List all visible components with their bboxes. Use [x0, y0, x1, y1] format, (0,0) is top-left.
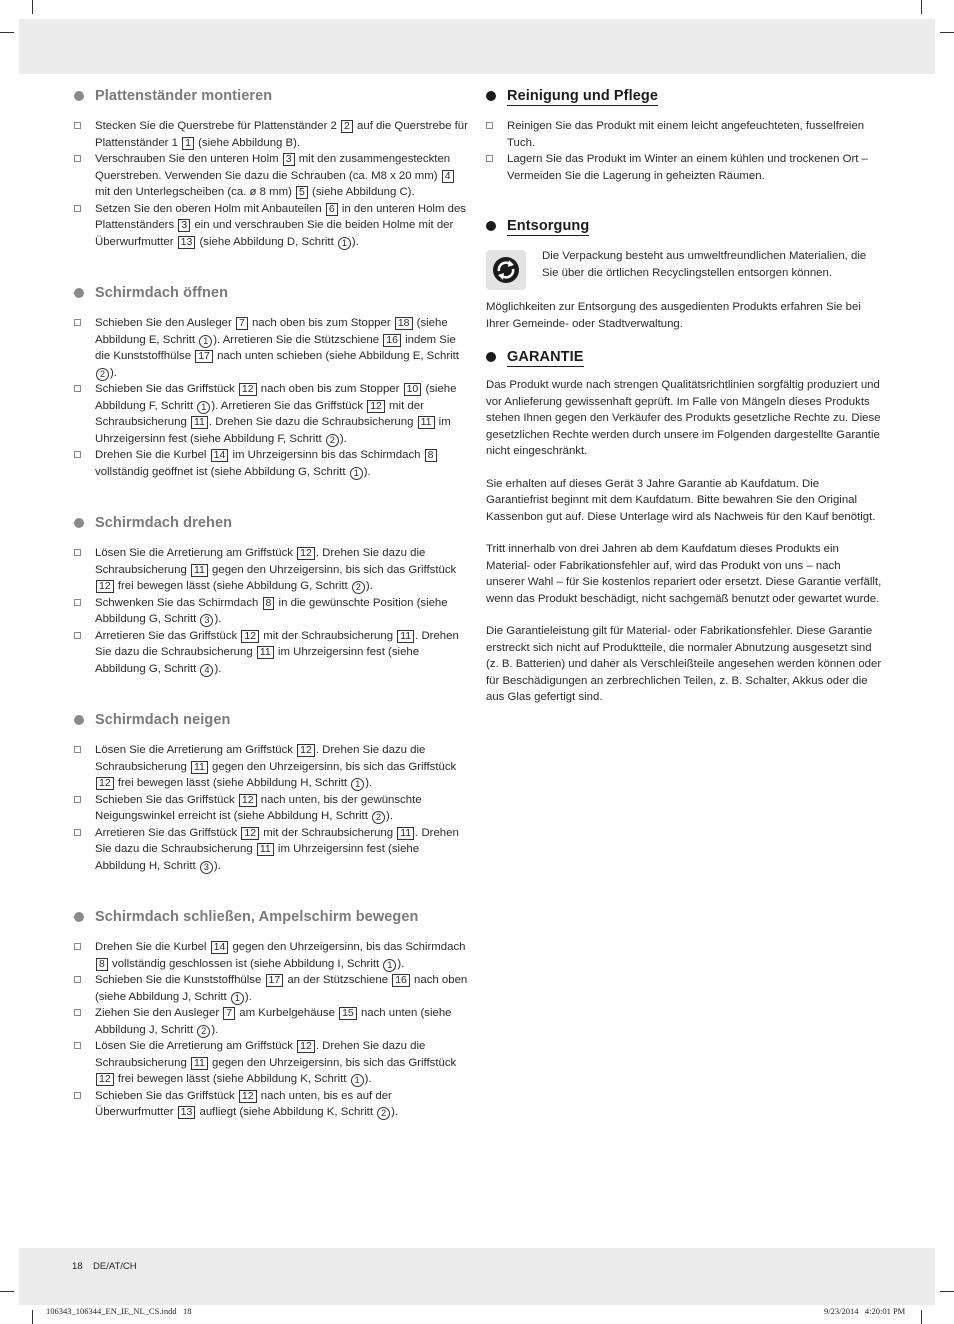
section-title: Schirmdach schließen, Ampelschirm bewegen — [95, 909, 419, 925]
region-label: DE/AT/CH — [93, 1261, 137, 1272]
list-item-text: Verschrauben Sie den unteren Holm — [95, 153, 282, 165]
warranty-paragraph: Tritt innerhalb von drei Jahren ab dem Kaufdatum dieses Produkts ein Material- oder Fabrikationsfehler auf, wird das Produkt von uns – nach unserer Wahl – für Sie kostenlos repariert oder ersetzt. Diese Garantie verfällt, wenn das Produkt beschädigt, nicht sachgemäß benutzt oder gewartet wurde. — [486, 543, 882, 605]
section-title: Entsorgung — [507, 218, 590, 234]
section-garantie — [486, 347, 882, 706]
part-reference-box: 11 — [397, 630, 414, 643]
footer-band — [19, 1248, 935, 1305]
part-reference-box: 12 — [96, 777, 114, 790]
part-reference-box: 7 — [223, 1007, 235, 1020]
instruction-list — [74, 315, 470, 480]
checkbox-bullet-icon — [74, 976, 81, 983]
list-item-text: Schieben Sie den Ausleger — [95, 317, 235, 329]
list-item-text: ). — [364, 1073, 372, 1085]
disposal-paragraph: Möglichkeiten zur Entsorgung des ausgedienten Produkts erfahren Sie bei Ihrer Gemeinde- oder Stadtverwaltung. — [486, 301, 861, 330]
list-item-text: mit der Schraubsicherung — [260, 629, 397, 642]
part-reference-box: 13 — [178, 236, 196, 249]
page-number: 18 — [72, 1261, 83, 1272]
bullet-dot — [74, 91, 84, 101]
step-number-circle: 1 — [351, 1074, 364, 1087]
part-reference-box: 12 — [297, 547, 315, 560]
list-item-text: Lösen Sie die Arretierung am Griffstück — [95, 547, 297, 559]
list-item-text: Setzen Sie den oberen Holm mit Anbauteilen — [95, 202, 325, 215]
list-item-text: ). — [363, 465, 371, 478]
list-item-text: gegen den Uhrzeigersinn, bis das Schirmdach — [229, 941, 466, 953]
section-schirmdach-oeffnen — [74, 283, 470, 480]
section-title: Schirmdach neigen — [95, 712, 231, 728]
crop-mark — [921, 0, 922, 14]
list-item-text: im Uhrzeigersinn bis das Schirmdach — [229, 449, 424, 461]
list-item-text: ). — [214, 613, 222, 625]
list-item-text: frei bewegen lässt (siehe Abbildung K, Schritt — [114, 1073, 350, 1085]
part-reference-box: 14 — [211, 449, 229, 462]
part-reference-box: 17 — [266, 974, 284, 987]
list-item-text: nach oben bis zum Stopper — [248, 317, 394, 329]
instruction-list — [74, 545, 470, 677]
list-item-text: Schieben Sie das Griffstück — [95, 793, 238, 806]
bullet-dot — [74, 912, 84, 922]
list-item-text: Schwenken Sie das Schirmdach — [95, 596, 262, 609]
section-heading — [74, 86, 470, 106]
checkbox-bullet-icon — [74, 632, 81, 639]
part-reference-box: 16 — [392, 974, 410, 987]
part-reference-box: 11 — [257, 843, 274, 856]
list-item-text: im Uhrzeigersinn fest (siehe Abbildung H, Schritt — [95, 843, 420, 872]
list-item-text: ). — [214, 662, 222, 675]
part-reference-box: 15 — [339, 1007, 357, 1020]
list-item-text: ). — [213, 859, 221, 872]
part-reference-box: 12 — [367, 400, 385, 413]
part-reference-box: 11 — [191, 761, 208, 774]
part-reference-box: 11 — [191, 416, 208, 429]
list-item — [74, 315, 470, 381]
crop-mark — [32, 1310, 33, 1324]
section-title: Schirmdach drehen — [95, 515, 233, 531]
recycling-icon — [486, 250, 526, 290]
crop-mark — [940, 32, 954, 33]
checkbox-bullet-icon — [74, 451, 81, 458]
step-number-circle: 1 — [231, 992, 244, 1005]
list-item-text: ). — [391, 1106, 399, 1118]
part-reference-box: 2 — [341, 120, 353, 133]
step-number-circle: 4 — [200, 664, 213, 677]
list-item-text: ). — [339, 432, 347, 445]
list-item — [74, 381, 470, 447]
list-item-text: ). — [386, 810, 394, 822]
checkbox-bullet-icon — [74, 319, 81, 326]
list-item-text: ). — [244, 990, 252, 1003]
list-item-text: ). — [110, 366, 117, 379]
recycling-row — [486, 248, 882, 290]
part-reference-box: 14 — [211, 941, 229, 954]
part-reference-box: 10 — [404, 383, 422, 396]
list-item-text: nach unten (siehe Abbildung J, Schritt — [95, 1007, 452, 1036]
checkbox-bullet-icon — [74, 385, 81, 392]
list-item-text: mit den Unterlegscheiben (ca. ø 8 mm) — [95, 186, 296, 198]
checkbox-bullet-icon — [74, 155, 81, 162]
step-number-circle: 3 — [200, 614, 213, 627]
list-item-text: nach oben (siehe Abbildung J, Schritt — [95, 974, 468, 1003]
list-item-text: nach unten schieben (siehe Abbildung E, Schritt — [213, 350, 459, 362]
part-reference-box: 11 — [191, 564, 208, 577]
part-reference-box: 17 — [195, 350, 213, 363]
list-item-text: . Drehen Sie dazu die Schraubsicherung — [95, 1040, 426, 1069]
step-number-circle: 1 — [199, 335, 212, 348]
checkbox-bullet-icon — [486, 155, 493, 162]
recycling-text: Die Verpackung besteht aus umweltfreundlichen Materialien, die Sie über die örtlichen Recyclingstellen entsorgen können. — [542, 250, 867, 279]
part-reference-box: 12 — [239, 383, 257, 396]
part-reference-box: 8 — [96, 958, 108, 971]
list-item-text: am Kurbelgehäuse — [236, 1007, 339, 1019]
part-reference-box: 3 — [283, 153, 295, 166]
checkbox-bullet-icon — [74, 122, 81, 129]
section-heading — [74, 710, 470, 730]
checkbox-bullet-icon — [74, 943, 81, 950]
list-item-text: . Drehen Sie dazu die Schraubsicherung — [208, 416, 417, 428]
list-item — [74, 972, 470, 1005]
list-item-text: an der Stützschiene — [284, 974, 392, 986]
list-item — [74, 939, 470, 972]
section-schirmdach-schliessen — [74, 907, 470, 1121]
checkbox-bullet-icon — [74, 796, 81, 803]
list-item-text: im Uhrzeigersinn fest (siehe Abbildung G, Schritt — [95, 646, 420, 675]
section-title: Schirmdach öffnen — [95, 285, 229, 301]
timestamp: 9/23/2014 4:20:01 PM — [824, 1306, 906, 1316]
part-reference-box: 12 — [239, 794, 257, 807]
left-column — [74, 86, 470, 1121]
part-reference-box: 13 — [178, 1106, 196, 1119]
part-reference-box: 4 — [442, 170, 454, 183]
bullet-dot — [74, 518, 84, 528]
checkbox-bullet-icon — [74, 205, 81, 212]
step-number-circle: 2 — [352, 581, 365, 594]
list-item — [74, 1088, 470, 1121]
section-schirmdach-neigen — [74, 710, 470, 874]
list-item — [74, 595, 470, 628]
part-reference-box: 12 — [239, 1090, 257, 1103]
list-item-text: Lösen Sie die Arretierung am Griffstück — [95, 1040, 297, 1052]
instruction-list — [74, 742, 470, 874]
list-item-text: Reinigen Sie das Produkt mit einem leicht angefeuchteten, fusselfreien Tuch. — [507, 120, 865, 149]
part-reference-box: 12 — [96, 1073, 114, 1086]
section-heading — [74, 907, 470, 927]
list-item-text: ). — [351, 235, 359, 248]
list-item-text: (siehe Abbildung F, Schritt — [95, 383, 457, 412]
list-item — [74, 825, 470, 875]
list-item — [74, 118, 470, 151]
section-title: GARANTIE — [507, 349, 584, 365]
part-reference-box: 12 — [241, 827, 259, 840]
list-item-text: in die gewünschte Position (siehe Abbildung G, Schritt — [95, 596, 448, 625]
section-title: Reinigung und Pflege — [507, 88, 659, 104]
right-column — [486, 86, 882, 706]
checkbox-bullet-icon — [74, 599, 81, 606]
instruction-list — [74, 939, 470, 1121]
list-item-text: gegen den Uhrzeigersinn, bis sich das Griffstück — [208, 1056, 457, 1069]
part-reference-box: 16 — [383, 334, 401, 347]
step-number-circle: 2 — [377, 1107, 390, 1120]
warranty-paragraph: Das Produkt wurde nach strengen Qualitätsrichtlinien sorgfältig produziert und vor Anlieferung gewissenhaft geprüft. Im Falle von Mängeln dieses Produkts stehen Ihnen gegen den Verkäufer des Produkts gesetzliche Rechte zu. Diese gesetzlichen Rechte werden durch unsere im Folgenden dargestellte Garantie nicht eingeschränkt. — [486, 379, 881, 457]
section-schirmdach-drehen — [74, 513, 470, 677]
part-reference-box: 7 — [236, 317, 248, 330]
bullet-dot — [486, 91, 496, 101]
part-reference-box: 12 — [297, 1040, 315, 1053]
step-number-circle: 1 — [350, 467, 363, 480]
list-item-text: Drehen Sie die Kurbel — [95, 941, 210, 953]
bullet-dot — [486, 352, 496, 362]
list-item-text: Stecken Sie die Querstrebe für Plattenständer 2 — [95, 120, 341, 132]
section-reinigung — [486, 86, 882, 184]
step-number-circle: 2 — [326, 434, 339, 447]
list-item-text: Lösen Sie die Arretierung am Griffstück — [95, 744, 297, 756]
crop-mark — [0, 32, 14, 33]
list-item-text: . Drehen Sie dazu die Schraubsicherung — [95, 744, 426, 773]
section-entsorgung — [486, 216, 882, 332]
crop-mark — [32, 0, 33, 14]
part-reference-box: 12 — [241, 630, 259, 643]
header-band — [19, 19, 935, 74]
list-item-text: Ziehen Sie den Ausleger — [95, 1007, 223, 1019]
checkbox-bullet-icon — [74, 1009, 81, 1016]
list-item-text: auf die Querstrebe für Plattenständer 1 — [95, 120, 468, 149]
list-item — [74, 1005, 470, 1038]
part-reference-box: 8 — [263, 597, 275, 610]
list-item-text: ). Arretieren Sie das Griffstück — [211, 399, 367, 412]
part-reference-box: 12 — [96, 580, 114, 593]
section-title: Plattenständer montieren — [95, 88, 273, 104]
step-number-circle: 1 — [383, 959, 396, 972]
list-item-text: ). — [365, 777, 373, 789]
list-item-text: mit den zusammengesteckten Querstreben. Verwenden Sie dazu die Schrauben (ca. M8 x 20 mm) — [95, 153, 451, 182]
list-item-text: aufliegt (siehe Abbildung K, Schritt — [196, 1106, 377, 1118]
section-heading — [74, 283, 470, 303]
list-item-text: ). — [397, 957, 405, 970]
list-item — [74, 742, 470, 792]
list-item-text: indem Sie die Kunststoffhülse — [95, 333, 456, 362]
part-reference-box: 6 — [326, 203, 338, 216]
part-reference-box: 18 — [395, 317, 413, 330]
step-number-circle: 1 — [338, 237, 351, 250]
step-number-circle: 1 — [197, 401, 210, 414]
part-reference-box: 1 — [182, 137, 194, 150]
crop-mark — [921, 1310, 922, 1324]
list-item-text: nach unten, bis der gewünschte Neigungswinkel erreicht ist (siehe Abbildung H, Schritt — [95, 793, 422, 822]
list-item-text: vollständig geschlossen ist (siehe Abbildung I, Schritt — [108, 957, 383, 970]
care-list — [486, 118, 882, 184]
list-item-text: (siehe Abbildung E, Schritt — [95, 317, 448, 346]
warranty-paragraph: Sie erhalten auf dieses Gerät 3 Jahre Garantie ab Kaufdatum. Die Garantiefrist beginnt mit dem Kaufdatum. Bitte bewahren Sie den Original Kassenbon gut auf. Diese Unterlage wird als Nachweis für den Kauf benötigt. — [486, 477, 876, 523]
checkbox-bullet-icon — [486, 122, 493, 129]
part-reference-box: 5 — [296, 186, 308, 199]
list-item — [74, 201, 470, 251]
list-item — [74, 545, 470, 595]
list-item — [486, 151, 882, 184]
list-item-text: Schieben Sie das Griffstück — [95, 1089, 238, 1102]
list-item-text: ). Arretieren Sie die Stützschiene — [213, 333, 383, 346]
part-reference-box: 11 — [191, 1057, 208, 1070]
list-item-text: frei bewegen lässt (siehe Abbildung G, Schritt — [114, 580, 351, 592]
list-item — [486, 118, 882, 151]
list-item-text: Lagern Sie das Produkt im Winter an einem kühlen und trockenen Ort – Vermeiden Sie die Lagerung in geheizten Räumen. — [507, 153, 868, 182]
list-item-text: vollständig geöffnet ist (siehe Abbildung G, Schritt — [95, 465, 349, 478]
instruction-list — [74, 118, 470, 250]
bullet-dot — [486, 221, 496, 231]
list-item-text: nach unten, bis es auf der Überwurfmutter — [95, 1089, 392, 1118]
list-item-text: im Uhrzeigersinn fest (siehe Abbildung F, Schritt — [95, 416, 451, 445]
step-number-circle: 1 — [351, 778, 364, 791]
list-item-text: Arretieren Sie das Griffstück — [95, 629, 241, 642]
list-item — [74, 151, 470, 201]
list-item — [74, 628, 470, 678]
checkbox-bullet-icon — [74, 829, 81, 836]
checkbox-bullet-icon — [74, 549, 81, 556]
step-number-circle: 2 — [197, 1025, 210, 1038]
section-plattenstaender — [74, 86, 470, 250]
checkbox-bullet-icon — [74, 1042, 81, 1049]
list-item-text: Schieben Sie das Griffstück — [95, 383, 238, 395]
crop-mark — [940, 1291, 954, 1292]
list-item-text: Drehen Sie die Kurbel — [95, 449, 210, 461]
file-slug: 106343_106344_EN_IE_NL_CS.indd 18 — [46, 1306, 192, 1316]
part-reference-box: 11 — [257, 646, 274, 659]
checkbox-bullet-icon — [74, 1092, 81, 1099]
list-item-text: nach oben bis zum Stopper — [257, 383, 403, 395]
list-item-text: mit der Schraubsicherung — [95, 399, 424, 428]
step-number-circle: 3 — [200, 861, 213, 874]
list-item-text: Schieben Sie die Kunststoffhülse — [95, 974, 265, 986]
list-item-text: (siehe Abbildung D, Schritt — [196, 235, 337, 248]
step-number-circle: 2 — [96, 368, 109, 381]
part-reference-box: 8 — [425, 449, 437, 462]
list-item-text: ). — [365, 580, 373, 592]
list-item-text: frei bewegen lässt (siehe Abbildung H, Schritt — [114, 777, 351, 789]
section-heading — [486, 86, 882, 106]
part-reference-box: 3 — [178, 219, 190, 232]
crop-mark — [0, 1291, 14, 1292]
list-item-text: in den unteren Holm des Plattenständers — [95, 202, 466, 231]
list-item-text: ). — [211, 1023, 219, 1036]
section-heading — [486, 347, 882, 367]
list-item-text: mit der Schraubsicherung — [260, 826, 397, 839]
bullet-dot — [74, 715, 84, 725]
list-item-text: gegen den Uhrzeigersinn, bis sich das Griffstück — [208, 563, 457, 576]
list-item — [74, 447, 470, 480]
bullet-dot — [74, 288, 84, 298]
list-item-text: . Drehen Sie dazu die Schraubsicherung — [95, 826, 459, 855]
checkbox-bullet-icon — [74, 746, 81, 753]
section-heading — [486, 216, 882, 236]
list-item — [74, 792, 470, 825]
part-reference-box: 11 — [397, 827, 414, 840]
list-item-text: gegen den Uhrzeigersinn, bis sich das Griffstück — [208, 760, 457, 773]
list-item — [74, 1038, 470, 1088]
part-reference-box: 11 — [418, 416, 435, 429]
list-item-text: (siehe Abbildung C). — [308, 186, 415, 198]
step-number-circle: 2 — [372, 811, 385, 824]
list-item-text: . Drehen Sie dazu die Schraubsicherung — [95, 629, 459, 658]
list-item-text: (siehe Abbildung B). — [194, 136, 301, 149]
part-reference-box: 12 — [297, 744, 315, 757]
warranty-paragraph: Die Garantieleistung gilt für Material- oder Fabrikationsfehler. Diese Garantie erstreckt sich nicht auf Produktteile, die normaler Abnutzung ausgesetzt sind (z. B. Batterien) und daher als Verschleißteile angesehen werden können oder für Beschädigungen an zerbrechlichen Teilen, z. B. Schalter, Akkus oder die aus Glas gefertigt sind. — [486, 625, 882, 703]
section-heading — [74, 513, 470, 533]
list-item-text: . Drehen Sie dazu die Schraubsicherung — [95, 547, 426, 576]
list-item-text: ein und verschrauben Sie die beiden Holme mit der Überwurfmutter — [95, 219, 454, 248]
list-item-text: Arretieren Sie das Griffstück — [95, 826, 241, 839]
